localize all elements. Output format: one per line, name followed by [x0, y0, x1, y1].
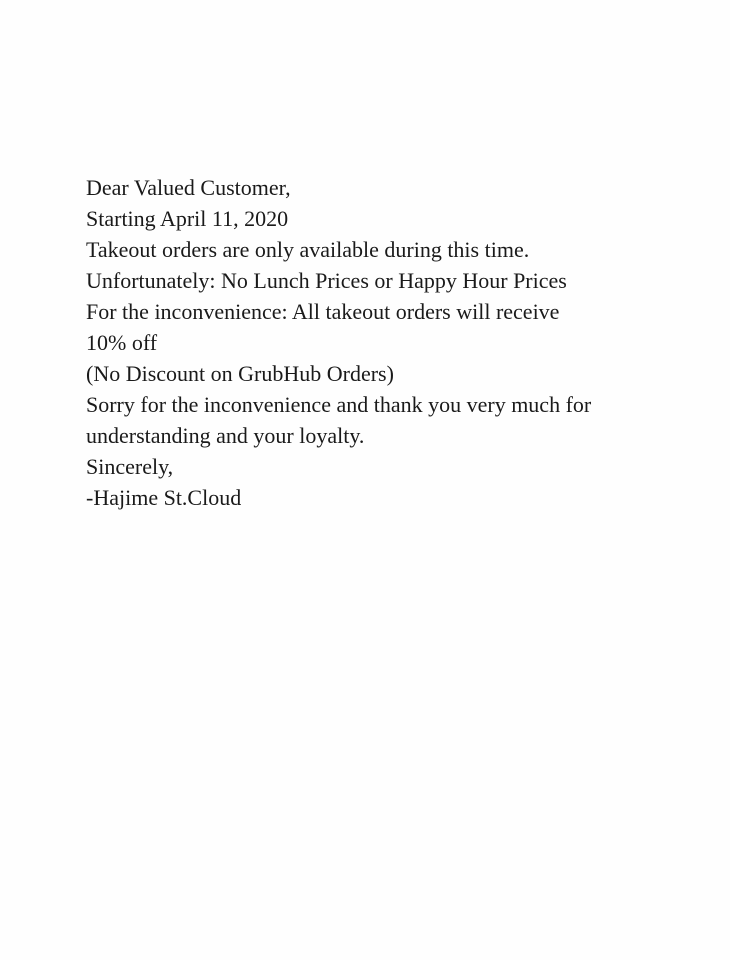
closing-paragraph: [86, 451, 666, 482]
discount-paragraph: [86, 296, 666, 389]
hours-paragraph: [86, 203, 666, 265]
apology-line-1: Sorry for the inconvenience and thank you very much for: [86, 392, 592, 417]
apology-paragraph: [86, 389, 666, 451]
start-date: Starting April 11, 2020: [86, 206, 289, 231]
discount-line-2: 10% off: [86, 330, 158, 355]
greeting: Dear Valued Customer,: [86, 175, 291, 200]
letter-body: [86, 172, 666, 513]
closing: Sincerely,: [86, 454, 174, 479]
apology-line-2: understanding and your loyalty.: [86, 423, 365, 448]
signature: -Hajime St.Cloud: [86, 485, 242, 510]
takeout-notice: Takeout orders are only available during this time.: [86, 237, 530, 262]
no-prices-notice: Unfortunately: No Lunch Prices or Happy Hour Prices: [86, 268, 567, 293]
discount-line-1: For the inconvenience: All takeout orders will receive: [86, 299, 560, 324]
prices-paragraph: [86, 265, 666, 296]
signature-paragraph: [86, 482, 666, 513]
greeting-paragraph: [86, 172, 666, 203]
discount-exception: (No Discount on GrubHub Orders): [86, 361, 394, 386]
